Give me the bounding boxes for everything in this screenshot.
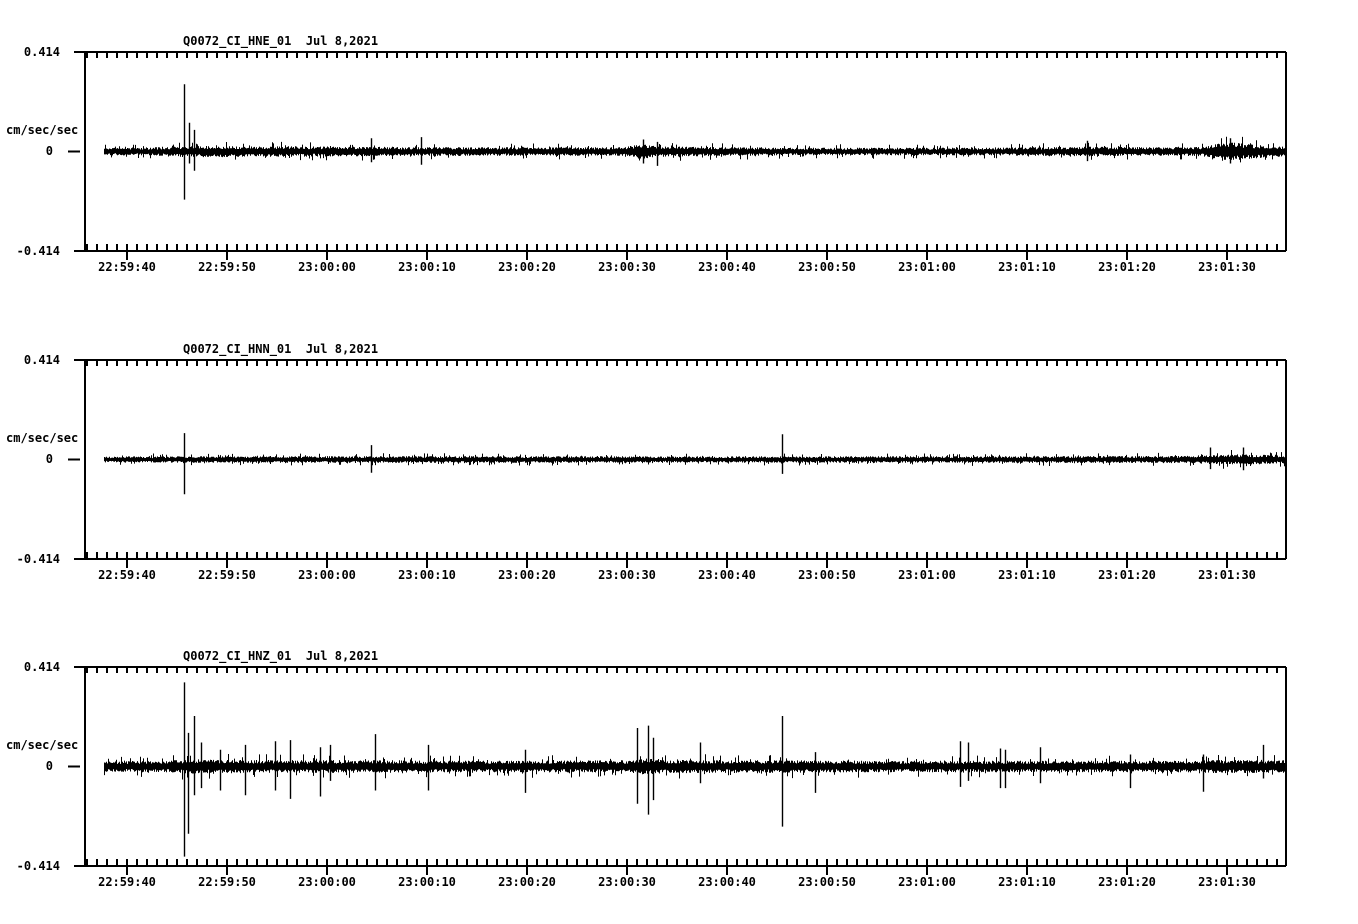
x-tick-label: 23:00:30: [598, 875, 656, 889]
plot-title-hnn: Q0072_CI_HNN_01 Jul 8,2021: [183, 342, 379, 356]
x-tick-label: 23:00:00: [298, 568, 356, 582]
y-tick-max: 0.414: [23, 45, 60, 59]
x-tick-label: 23:01:30: [1198, 875, 1256, 889]
x-tick-label: 22:59:50: [198, 568, 256, 582]
x-tick-label: 23:01:10: [998, 875, 1056, 889]
x-tick-label: 23:00:20: [498, 875, 556, 889]
y-axis-unit-label: cm/sec/sec: [6, 123, 79, 137]
waveform-trace: [105, 754, 1287, 780]
plot-title-hne: Q0072_CI_HNE_01 Jul 8,2021: [183, 34, 379, 48]
y-axis-unit-label: cm/sec/sec: [6, 738, 79, 752]
x-tick-label: 23:00:20: [498, 260, 556, 274]
x-tick-label: 23:00:30: [598, 568, 656, 582]
x-tick-label: 23:00:00: [298, 260, 356, 274]
x-tick-label: 23:01:00: [898, 875, 956, 889]
x-tick-label: 23:01:10: [998, 568, 1056, 582]
x-tick-label: 23:00:20: [498, 568, 556, 582]
waveform-spikes: [185, 84, 1231, 199]
x-tick-label: 23:01:00: [898, 568, 956, 582]
x-tick-label: 23:00:40: [698, 568, 756, 582]
x-tick-label: 23:01:20: [1098, 875, 1156, 889]
y-axis-unit-label: cm/sec/sec: [6, 431, 79, 445]
y-tick-min: -0.414: [16, 859, 60, 873]
x-tick-label: 22:59:40: [98, 260, 156, 274]
y-tick-zero: 0: [45, 144, 53, 158]
x-tick-label: 23:00:00: [298, 875, 356, 889]
y-tick-max: 0.414: [23, 353, 60, 367]
y-tick-min: -0.414: [16, 552, 60, 566]
x-tick-label: 23:00:10: [398, 260, 456, 274]
x-tick-label: 23:01:00: [898, 260, 956, 274]
y-tick-zero: 0: [45, 452, 53, 466]
x-tick-label: 23:00:50: [798, 568, 856, 582]
x-tick-label: 23:00:50: [798, 875, 856, 889]
x-tick-label: 23:01:10: [998, 260, 1056, 274]
x-tick-label: 23:00:40: [698, 875, 756, 889]
x-tick-label: 22:59:50: [198, 260, 256, 274]
x-tick-label: 23:01:30: [1198, 568, 1256, 582]
x-tick-label: 23:01:20: [1098, 568, 1156, 582]
waveform-trace: [105, 137, 1287, 163]
x-tick-label: 23:00:40: [698, 260, 756, 274]
x-tick-label: 23:00:10: [398, 568, 456, 582]
plot-title-hnz: Q0072_CI_HNZ_01 Jul 8,2021: [183, 649, 379, 663]
x-tick-label: 22:59:40: [98, 568, 156, 582]
x-tick-label: 23:01:20: [1098, 260, 1156, 274]
x-tick-label: 23:00:50: [798, 260, 856, 274]
x-tick-label: 23:01:30: [1198, 260, 1256, 274]
x-tick-label: 22:59:50: [198, 875, 256, 889]
y-tick-zero: 0: [45, 759, 53, 773]
x-tick-label: 23:00:10: [398, 875, 456, 889]
waveform-spikes: [185, 433, 1244, 494]
waveform-trace: [105, 450, 1287, 469]
x-tick-label: 23:00:30: [598, 260, 656, 274]
y-tick-max: 0.414: [23, 660, 60, 674]
axis-ticks: [87, 360, 1277, 568]
x-tick-label: 22:59:40: [98, 875, 156, 889]
y-tick-min: -0.414: [16, 244, 60, 258]
